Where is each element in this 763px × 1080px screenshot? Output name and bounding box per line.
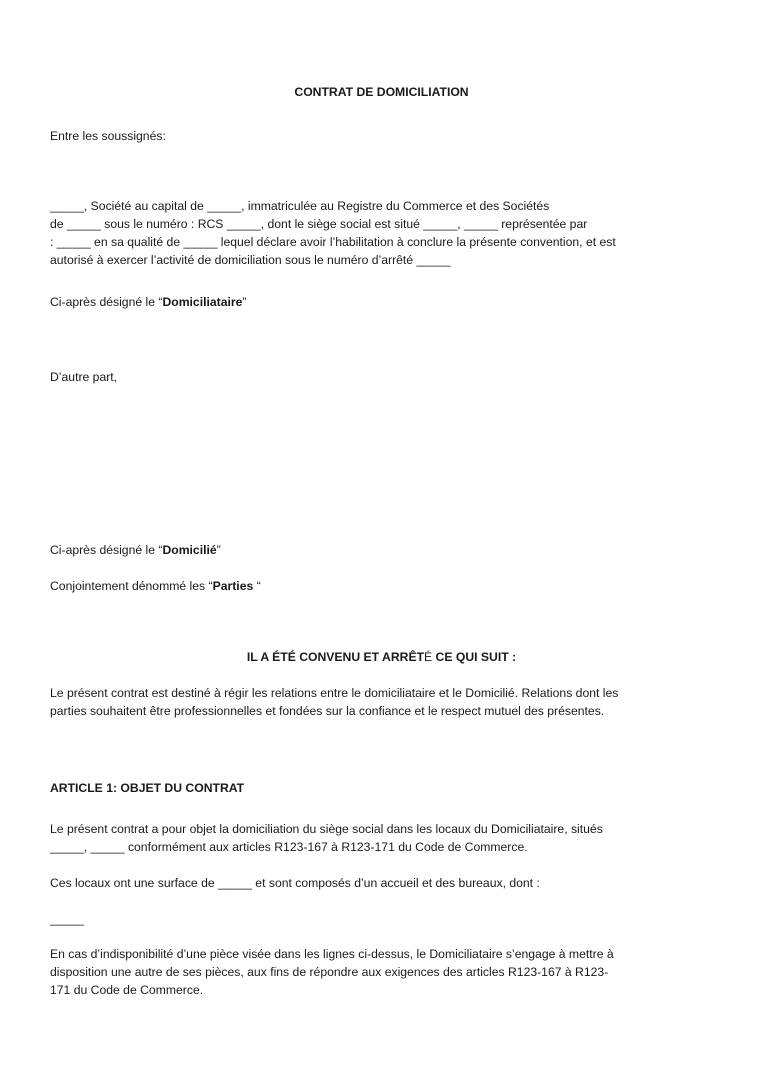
designation-suffix: “: [253, 579, 261, 593]
designation-prefix: Ci-après désigné le “: [50, 295, 163, 309]
designation-suffix: ”: [216, 543, 221, 557]
blank-field-line: _____: [50, 912, 84, 926]
article-1-paragraph-2: Ces locaux ont une surface de _____ et sont composés d’un accueil et des bureaux, dont :: [50, 876, 540, 890]
preamble-line: Le présent contrat est destiné à régir les relations entre le domiciliataire et le Domicilié. Relations dont les: [50, 686, 619, 700]
article-line: disposition une autre de ses pièces, aux fins de répondre aux exigences des articles R123-167 à R123-: [50, 965, 609, 979]
agreement-heading: [0, 648, 763, 666]
intro-text: Entre les soussignés:: [50, 129, 166, 143]
party-line: : _____ en sa qualité de _____ lequel déclare avoir l’habilitation à conclure la présente convention, et est: [50, 235, 616, 249]
article-line: 171 du Code de Commerce.: [50, 983, 204, 997]
party-line: _____, Société au capital de _____, immatriculée au Registre du Commerce et des Sociétés: [50, 199, 550, 213]
party-line: de _____ sous le numéro : RCS _____, dont le siège social est situé _____, _____ représentée par: [50, 217, 588, 231]
designation-suffix: ”: [242, 295, 247, 309]
document-title: CONTRAT DE DOMICILIATION: [294, 85, 469, 99]
article-line: Le présent contrat a pour objet la domiciliation du siège social dans les locaux du Domiciliataire, situés: [50, 822, 603, 836]
defined-term: Domiciliataire: [162, 295, 243, 309]
party-line: autorisé à exercer l’activité de domiciliation sous le numéro d’arrêté _____: [50, 253, 451, 267]
designation-prefix: Conjointement dénommé les “: [50, 579, 213, 593]
defined-term: Parties: [212, 579, 254, 593]
designation-parties: [50, 577, 714, 595]
article-1-heading: ARTICLE 1: OBJET DU CONTRAT: [50, 781, 245, 795]
designation-prefix: Ci-après désigné le “: [50, 543, 163, 557]
preamble-line: parties souhaitent être professionnelles et fondées sur la confiance et le respect mutuel des présentes.: [50, 704, 605, 718]
designation-domicilie: [50, 541, 714, 559]
article-line: En cas d’indisponibilité d’une pièce visée dans les lignes ci-dessus, le Domiciliataire s’engage à mettre à: [50, 947, 614, 961]
defined-term: Domicilié: [162, 543, 217, 557]
other-party-text: D’autre part,: [50, 370, 118, 384]
designation-domiciliataire: [50, 293, 714, 311]
heading-part: IL A ÉTÉ CONVENU ET ARRÊT: [246, 650, 425, 664]
article-line: _____, _____ conformément aux articles R123-167 à R123-171 du Code de Commerce.: [50, 840, 528, 854]
heading-part: É: [424, 650, 433, 664]
heading-part: CE QUI SUIT :: [432, 650, 517, 664]
